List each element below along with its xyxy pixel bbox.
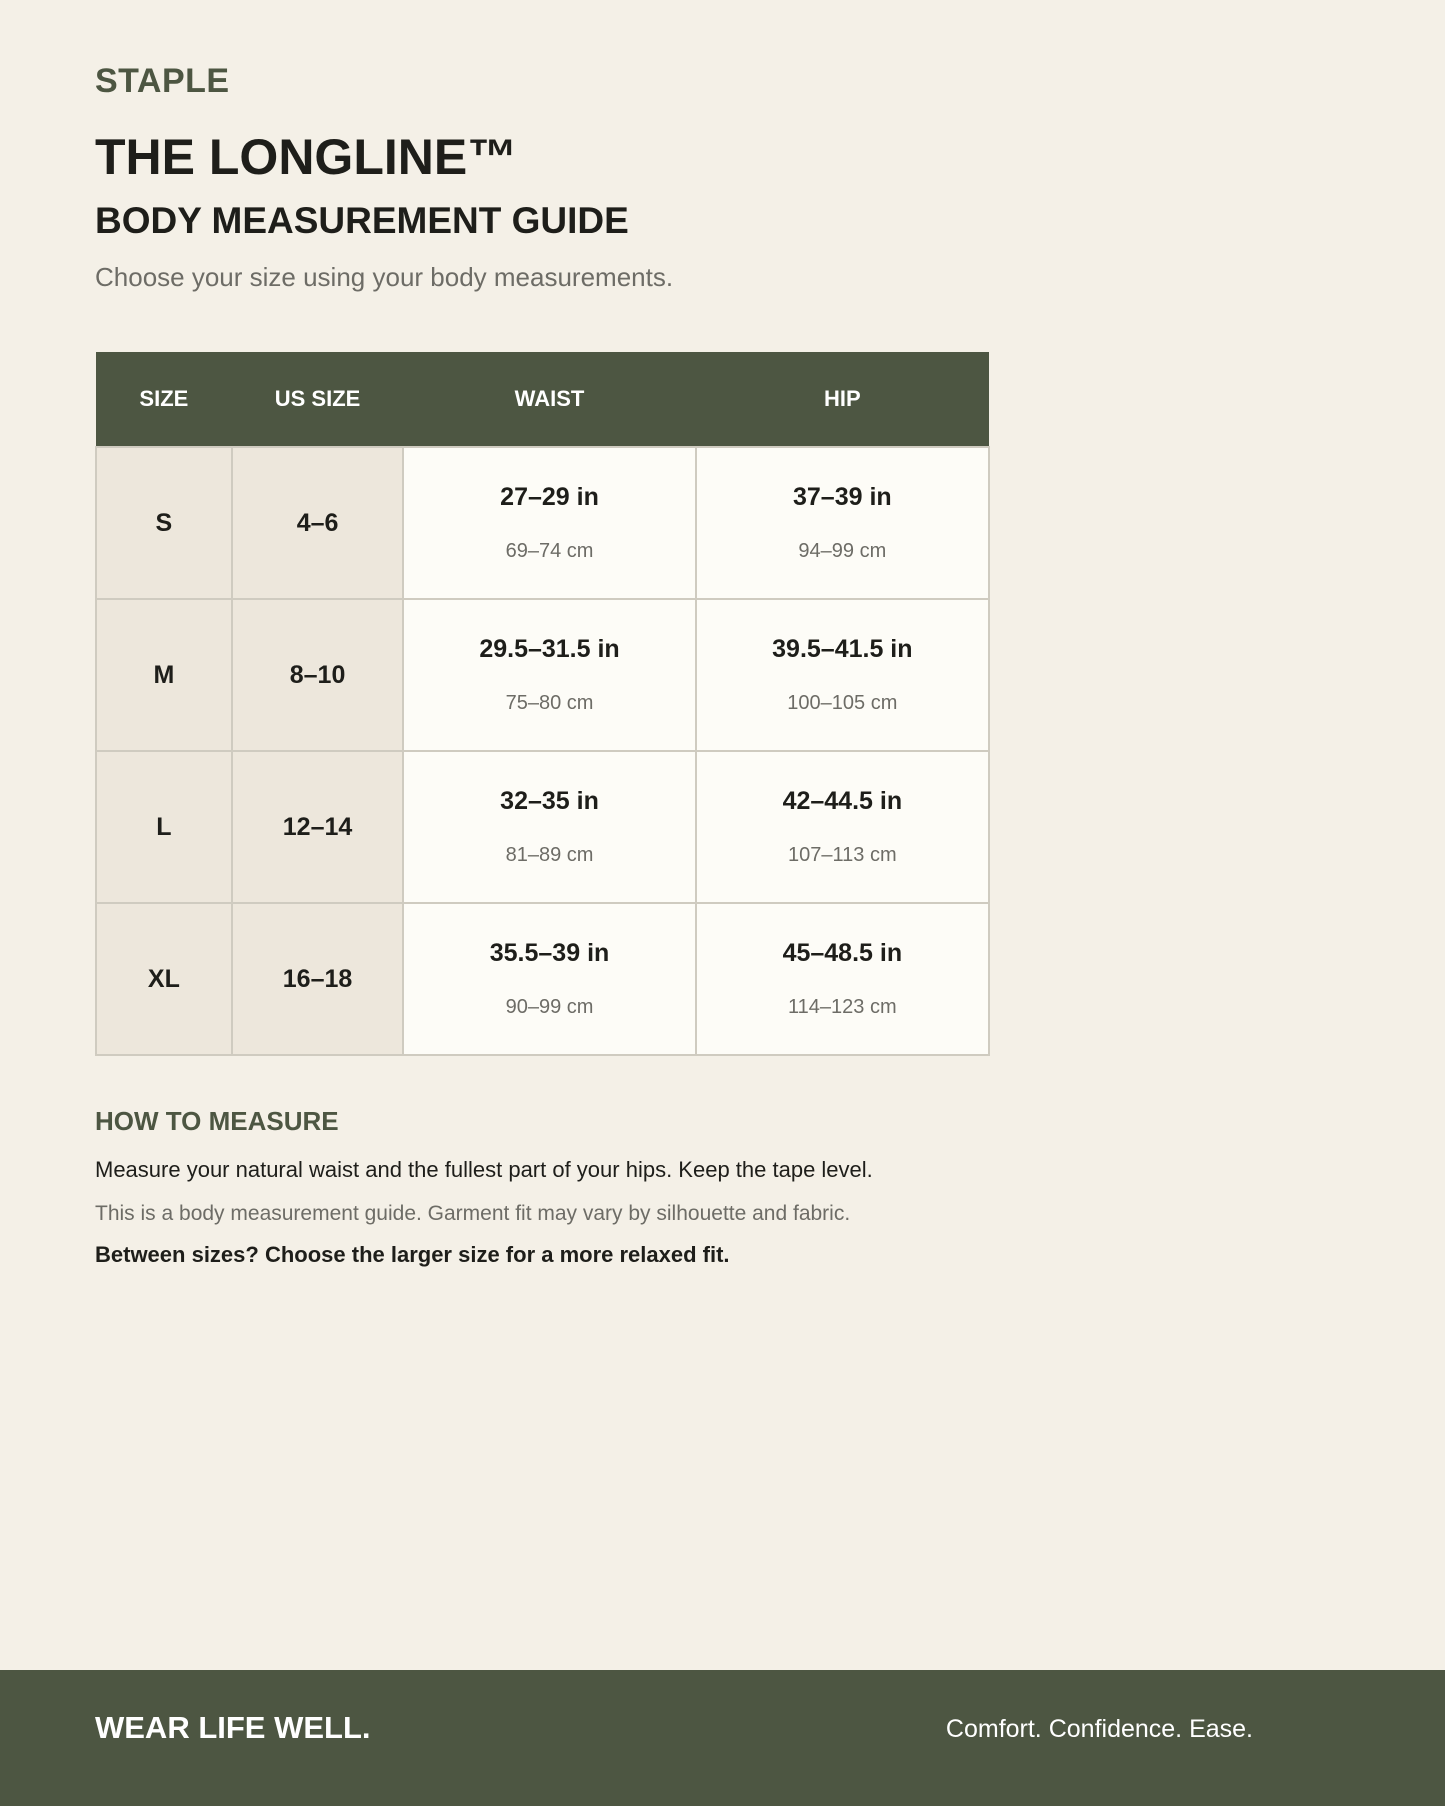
hip-cell (696, 903, 989, 1055)
table-row (96, 447, 989, 599)
footer-tagline: Comfort. Confidence. Ease. (945, 1715, 1253, 1743)
header-hip: HIP (696, 352, 989, 447)
hip-cm: 114–123 cm (788, 996, 897, 1018)
footer-slogan: WEAR LIFE WELL. (95, 1710, 371, 1745)
size-cell: L (96, 751, 232, 903)
waist-inches: 35.5–39 in (489, 939, 610, 967)
table-row (96, 903, 989, 1055)
waist-cm: 90–99 cm (505, 996, 594, 1018)
hip-inches: 42–44.5 in (782, 787, 903, 815)
waist-cm: 81–89 cm (505, 844, 594, 866)
waist-cell (403, 599, 695, 751)
intro-text: Choose your size using your body measurements. (95, 262, 674, 292)
header-us-size: US SIZE (232, 352, 404, 447)
how-to-measure-heading: HOW TO MEASURE (95, 1106, 339, 1136)
table-row (96, 751, 989, 903)
waist-inches: 29.5–31.5 in (479, 635, 620, 663)
header-size: SIZE (96, 352, 232, 447)
waist-cell (403, 751, 695, 903)
size-table (95, 352, 990, 1056)
hip-inches: 45–48.5 in (782, 939, 903, 967)
us-size-cell: 12–14 (232, 751, 404, 903)
size-cell: M (96, 599, 232, 751)
hip-cm: 107–113 cm (788, 844, 897, 866)
waist-inches: 27–29 in (500, 483, 599, 511)
hip-cell (696, 599, 989, 751)
waist-cm: 75–80 cm (505, 692, 594, 714)
waist-cell (403, 903, 695, 1055)
us-size-cell: 16–18 (232, 903, 404, 1055)
us-size-cell: 4–6 (232, 447, 404, 599)
us-size-cell: 8–10 (232, 599, 404, 751)
waist-cell (403, 447, 695, 599)
between-sizes-tip: Between sizes? Choose the larger size for a more relaxed fit. (95, 1242, 730, 1267)
table-header-row (96, 352, 989, 447)
hip-cm: 94–99 cm (798, 540, 887, 562)
hip-cell (696, 447, 989, 599)
page-subtitle: BODY MEASUREMENT GUIDE (95, 200, 629, 241)
how-to-measure-instruction: Measure your natural waist and the fullest part of your hips. Keep the tape level. (95, 1157, 873, 1182)
fit-note: This is a body measurement guide. Garment fit may vary by silhouette and fabric. (95, 1202, 851, 1225)
size-cell: XL (96, 903, 232, 1055)
brand-name: STAPLE (95, 62, 230, 100)
footer-band (0, 1670, 1445, 1806)
size-cell: S (96, 447, 232, 599)
hip-cm: 100–105 cm (787, 692, 898, 714)
waist-inches: 32–35 in (500, 787, 599, 815)
table-row (96, 599, 989, 751)
hip-inches: 37–39 in (792, 483, 892, 511)
waist-cm: 69–74 cm (505, 540, 594, 562)
header-waist: WAIST (403, 352, 695, 447)
page-title: THE LONGLINE™ (95, 129, 518, 185)
hip-inches: 39.5–41.5 in (772, 635, 913, 663)
hip-cell (696, 751, 989, 903)
